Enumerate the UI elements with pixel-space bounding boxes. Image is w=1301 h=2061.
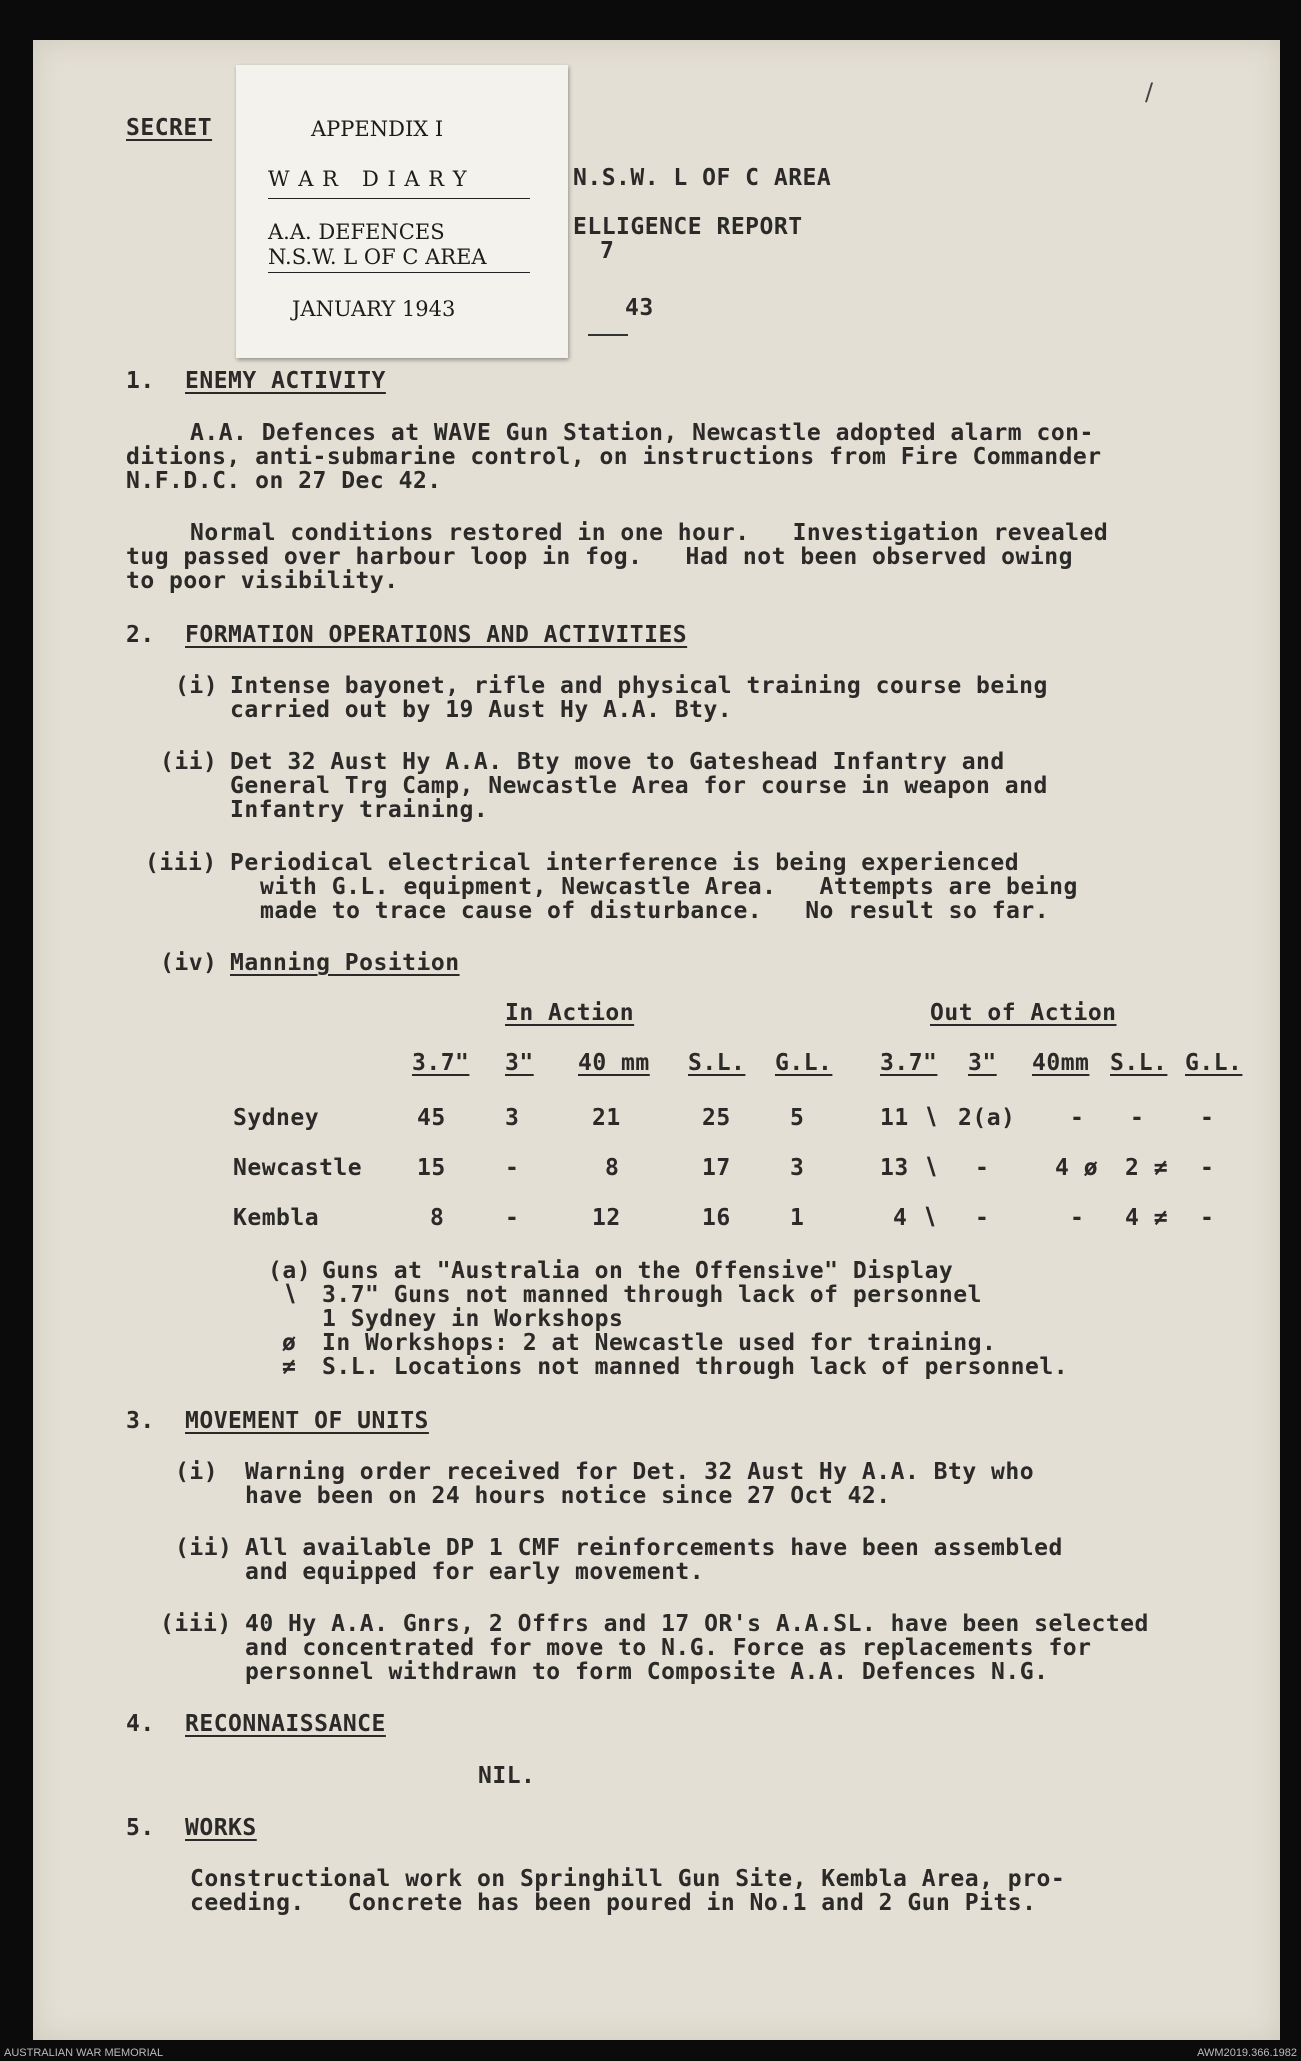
section-5-title: WORKS bbox=[185, 1815, 257, 1841]
col-in-40mm: 40 mm bbox=[578, 1050, 650, 1076]
section-4-title: RECONNAISSANCE bbox=[185, 1711, 386, 1737]
row-sydney-in-3-7: 45 bbox=[417, 1105, 446, 1131]
section-1-para1-line3: N.F.D.C. on 27 Dec 42. bbox=[126, 468, 442, 494]
section-5-line2: ceeding. Concrete has been poured in No.1 and 2 Gun Pits. bbox=[190, 1890, 1037, 1916]
section-5-line1: Constructional work on Springhill Gun Site, Kembla Area, pro- bbox=[190, 1866, 1066, 1892]
section-1-para1-line2: ditions, anti-submarine control, on instructions from Fire Commander bbox=[126, 444, 1102, 470]
footer-right: AWM2019.366.1982 bbox=[1197, 2047, 1297, 2059]
manning-position-title: Manning Position bbox=[230, 950, 460, 976]
item-2-ii-line3: Infantry training. bbox=[230, 797, 489, 823]
row-newcastle-out-gl: - bbox=[1200, 1155, 1215, 1181]
row-newcastle-out-3: - bbox=[975, 1155, 990, 1181]
item-2-i-line2: carried out by 19 Aust Hy A.A. Bty. bbox=[230, 697, 733, 723]
row-newcastle-in-sl: 17 bbox=[702, 1155, 731, 1181]
note-mark-double-slash: ≠ bbox=[282, 1354, 297, 1380]
section-4-number: 4. bbox=[126, 1711, 155, 1737]
out-of-action-heading: Out of Action bbox=[930, 1000, 1117, 1026]
note-text-workshops: 1 Sydney in Workshops bbox=[322, 1306, 624, 1332]
footer-left: AUSTRALIAN WAR MEMORIAL bbox=[4, 2047, 164, 2059]
col-out-gl: G.L. bbox=[1185, 1050, 1243, 1076]
row-sydney-out-3-7: 11 ∖ bbox=[880, 1105, 939, 1131]
report-year-partial: 43 bbox=[625, 295, 654, 321]
item-3-ii-label: (ii) bbox=[175, 1535, 233, 1561]
slip-unit-line2: N.S.W. L OF C AREA bbox=[268, 245, 487, 269]
row-newcastle-name: Newcastle bbox=[233, 1155, 363, 1181]
section-1-para2-line1: Normal conditions restored in one hour. Investigation revealed bbox=[190, 520, 1109, 546]
row-kembla-out-3-7: 4 ∖ bbox=[893, 1205, 937, 1231]
row-newcastle-out-40mm: 4 ø bbox=[1055, 1155, 1099, 1181]
report-number-partial: 7 bbox=[600, 238, 615, 264]
item-2-ii-line2: General Trg Camp, Newcastle Area for course in weapon and bbox=[230, 773, 1048, 799]
col-in-gl: G.L. bbox=[775, 1050, 833, 1076]
slip-war-diary: W A R D I A R Y bbox=[268, 167, 468, 191]
note-text-double-slash: S.L. Locations not manned through lack of personnel. bbox=[322, 1354, 1069, 1380]
row-kembla-in-gl: 1 bbox=[790, 1205, 805, 1231]
row-kembla-name: Kembla bbox=[233, 1205, 320, 1231]
appendix-slip bbox=[236, 65, 568, 358]
slip-date: JANUARY 1943 bbox=[292, 297, 456, 321]
classification-label: SECRET bbox=[126, 115, 213, 141]
section-2-title: FORMATION OPERATIONS AND ACTIVITIES bbox=[185, 622, 688, 648]
item-3-i-line1: Warning order received for Det. 32 Aust Hy A.A. Bty who bbox=[245, 1459, 1035, 1485]
slip-appendix: APPENDIX I bbox=[311, 117, 444, 141]
row-newcastle-in-3: - bbox=[505, 1155, 520, 1181]
section-4-body: NIL. bbox=[478, 1763, 536, 1789]
section-3-title: MOVEMENT OF UNITS bbox=[185, 1408, 429, 1434]
row-kembla-in-3: - bbox=[505, 1205, 520, 1231]
note-text-slash: In Workshops: 2 at Newcastle used for training. bbox=[322, 1330, 997, 1356]
header-underline bbox=[588, 334, 628, 336]
col-out-sl: S.L. bbox=[1110, 1050, 1168, 1076]
row-newcastle-in-40mm: 8 bbox=[605, 1155, 620, 1181]
col-in-3-7: 3.7" bbox=[412, 1050, 470, 1076]
item-2-ii-line1: Det 32 Aust Hy A.A. Bty move to Gateshead Infantry and bbox=[230, 749, 1005, 775]
item-3-iii-line1: 40 Hy A.A. Gnrs, 2 Offrs and 17 OR's A.A.SL. have been selected bbox=[245, 1611, 1149, 1637]
section-5-number: 5. bbox=[126, 1815, 155, 1841]
row-sydney-in-gl: 5 bbox=[790, 1105, 805, 1131]
row-sydney-in-sl: 25 bbox=[702, 1105, 731, 1131]
section-1-para2-line3: to poor visibility. bbox=[126, 568, 399, 594]
slip-unit-line1: A.A. DEFENCES bbox=[268, 220, 445, 244]
section-1-title: ENEMY ACTIVITY bbox=[185, 368, 386, 394]
page-mark: / bbox=[1145, 78, 1154, 106]
note-text-asterisk: 3.7" Guns not manned through lack of personnel bbox=[322, 1282, 982, 1308]
row-sydney-out-sl: - bbox=[1130, 1105, 1145, 1131]
item-2-iii-line1: Periodical electrical interference is being experienced bbox=[230, 850, 1020, 876]
slip-divider-2 bbox=[268, 272, 530, 273]
note-mark-asterisk: ∖ bbox=[282, 1282, 298, 1308]
row-kembla-out-gl: - bbox=[1200, 1205, 1215, 1231]
section-3-number: 3. bbox=[126, 1408, 155, 1434]
row-sydney-name: Sydney bbox=[233, 1105, 320, 1131]
note-text-a: Guns at "Australia on the Offensive" Display bbox=[322, 1258, 954, 1284]
item-2-i-label: (i) bbox=[175, 673, 219, 699]
item-2-iii-line2: with G.L. equipment, Newcastle Area. Attempts are being bbox=[260, 874, 1078, 900]
col-out-3-7: 3.7" bbox=[880, 1050, 938, 1076]
row-sydney-out-3: 2(a) bbox=[958, 1105, 1016, 1131]
item-2-iv-label: (iv) bbox=[160, 950, 218, 976]
in-action-heading: In Action bbox=[505, 1000, 635, 1026]
item-3-i-line2: have been on 24 hours notice since 27 Oct 42. bbox=[245, 1483, 891, 1509]
note-mark-slash: ø bbox=[282, 1330, 297, 1356]
document-page bbox=[33, 40, 1280, 2040]
row-newcastle-in-gl: 3 bbox=[790, 1155, 805, 1181]
row-kembla-in-40mm: 12 bbox=[592, 1205, 621, 1231]
row-kembla-in-3-7: 8 bbox=[430, 1205, 445, 1231]
row-sydney-out-40mm: - bbox=[1070, 1105, 1085, 1131]
row-sydney-in-3: 3 bbox=[505, 1105, 520, 1131]
item-3-ii-line2: and equipped for early movement. bbox=[245, 1559, 705, 1585]
col-in-3: 3" bbox=[505, 1050, 534, 1076]
item-3-iii-line3: personnel withdrawn to form Composite A.A. Defences N.G. bbox=[245, 1659, 1049, 1685]
row-kembla-out-3: - bbox=[975, 1205, 990, 1231]
item-3-iii-line2: and concentrated for move to N.G. Force as replacements for bbox=[245, 1635, 1092, 1661]
section-2-number: 2. bbox=[126, 622, 155, 648]
report-title-partial: N.S.W. L OF C AREA bbox=[573, 165, 832, 191]
note-mark-a: (a) bbox=[268, 1258, 312, 1284]
item-2-iii-line3: made to trace cause of disturbance. No result so far. bbox=[260, 898, 1050, 924]
section-1-para1-line1: A.A. Defences at WAVE Gun Station, Newcastle adopted alarm con- bbox=[190, 420, 1094, 446]
item-3-iii-label: (iii) bbox=[160, 1611, 232, 1637]
slip-divider bbox=[268, 198, 530, 199]
col-out-3: 3" bbox=[968, 1050, 997, 1076]
section-1-para2-line2: tug passed over harbour loop in fog. Had not been observed owing bbox=[126, 544, 1073, 570]
col-in-sl: S.L. bbox=[688, 1050, 746, 1076]
row-sydney-out-gl: - bbox=[1200, 1105, 1215, 1131]
item-2-i-line1: Intense bayonet, rifle and physical training course being bbox=[230, 673, 1048, 699]
row-kembla-in-sl: 16 bbox=[702, 1205, 731, 1231]
section-1-number: 1. bbox=[126, 368, 155, 394]
row-newcastle-in-3-7: 15 bbox=[417, 1155, 446, 1181]
row-newcastle-out-3-7: 13 ∖ bbox=[880, 1155, 939, 1181]
row-kembla-out-40mm: - bbox=[1070, 1205, 1085, 1231]
row-kembla-out-sl: 4 ≠ bbox=[1125, 1205, 1169, 1231]
item-2-iii-label: (iii) bbox=[145, 850, 217, 876]
item-3-ii-line1: All available DP 1 CMF reinforcements have been assembled bbox=[245, 1535, 1063, 1561]
item-2-ii-label: (ii) bbox=[160, 749, 218, 775]
item-3-i-label: (i) bbox=[175, 1459, 219, 1485]
row-newcastle-out-sl: 2 ≠ bbox=[1125, 1155, 1169, 1181]
col-out-40mm: 40mm bbox=[1032, 1050, 1090, 1076]
row-sydney-in-40mm: 21 bbox=[592, 1105, 621, 1131]
report-subtitle-partial: ELLIGENCE REPORT bbox=[573, 214, 803, 240]
